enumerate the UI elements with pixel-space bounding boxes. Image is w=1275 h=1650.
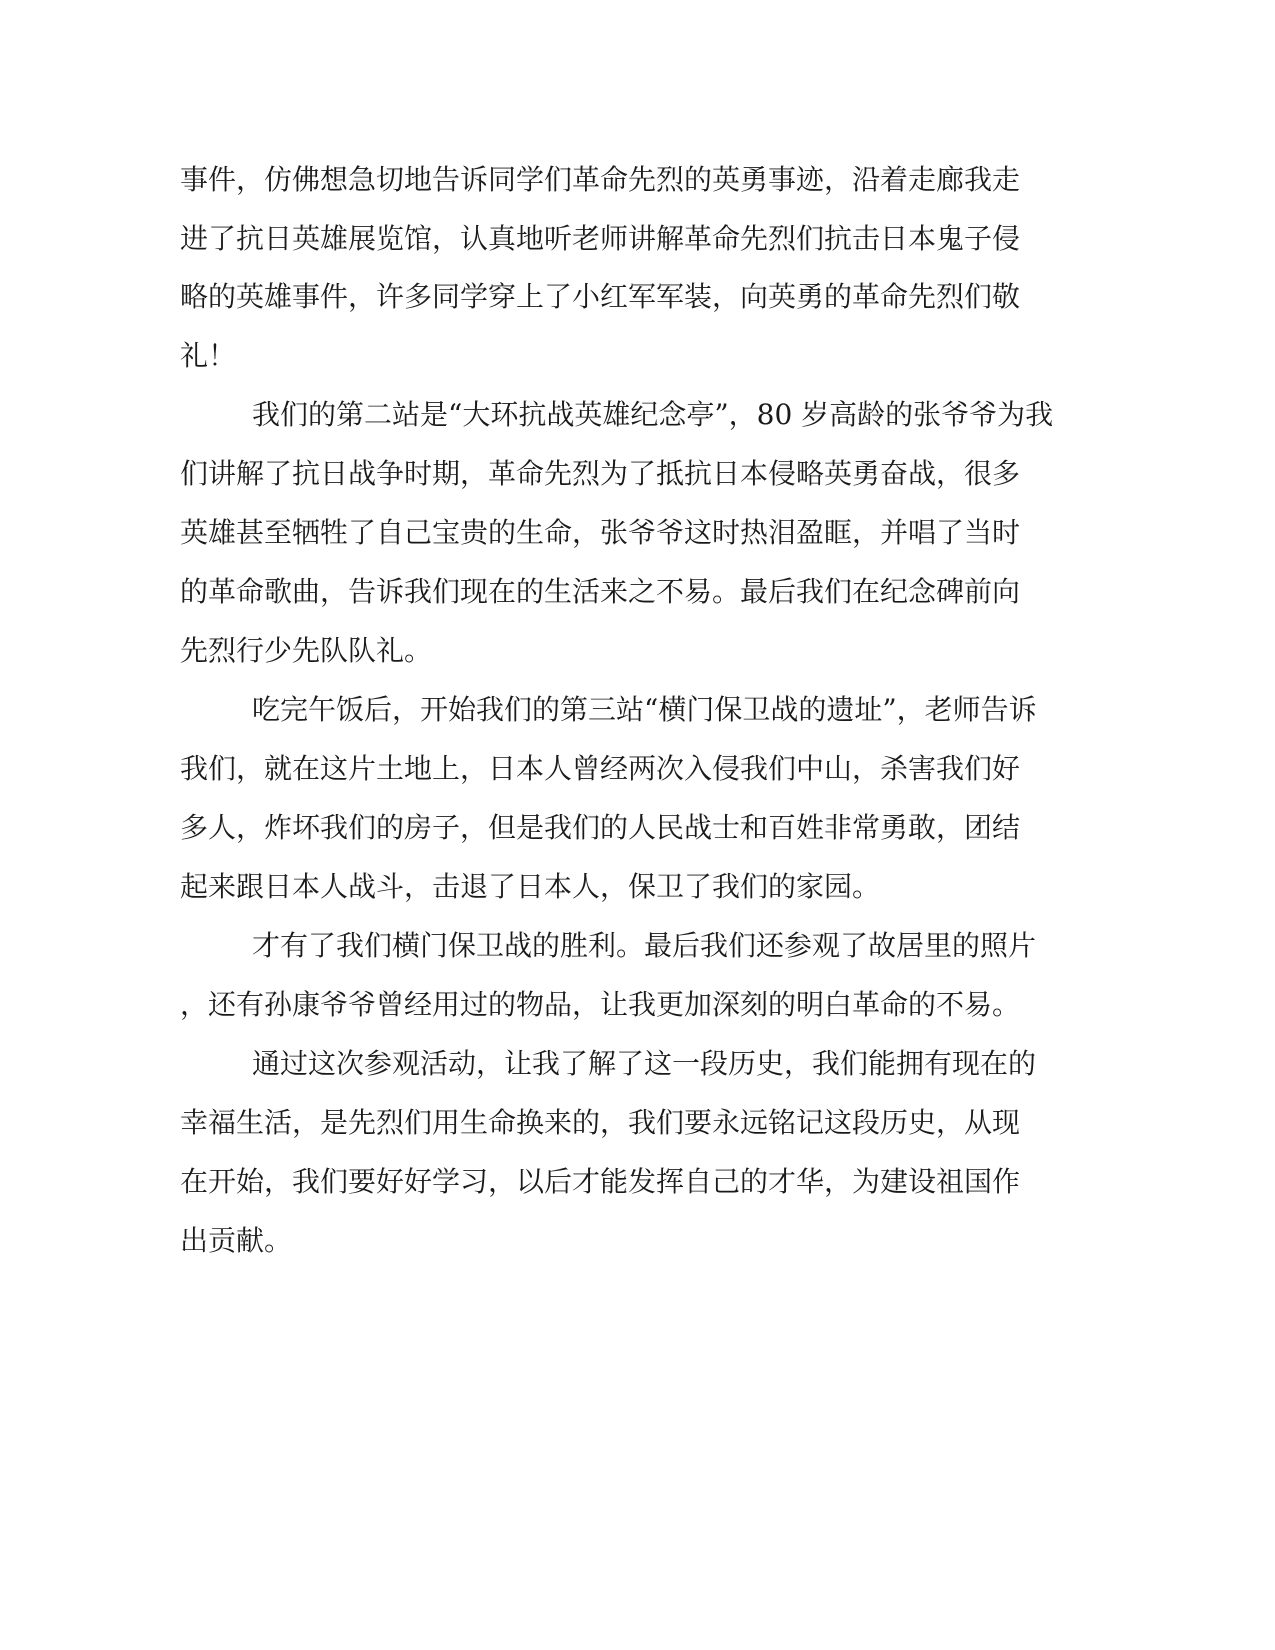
text-line: 多人，炸坏我们的房子，但是我们的人民战士和百姓非常勇敢，团结: [180, 811, 1021, 844]
text-line: 的革命歌曲，告诉我们现在的生活来之不易。最后我们在纪念碑前向: [180, 575, 1021, 608]
text-line: 事件，仿佛想急切地告诉同学们革命先烈的英勇事迹，沿着走廊我走: [180, 163, 1021, 196]
text-line: 礼！: [180, 339, 237, 372]
text-line: 通过这次参观活动，让我了解了这一段历史，我们能拥有现在的: [252, 1047, 1037, 1080]
text-line: 们讲解了抗日战争时期，革命先烈为了抵抗日本侵略英勇奋战，很多: [180, 457, 1021, 490]
text-line: 才有了我们横门保卫战的胜利。最后我们还参观了故居里的照片: [252, 929, 1037, 962]
text-line: 出贡献。: [180, 1224, 293, 1257]
text-line: 进了抗日英雄展览馆，认真地听老师讲解革命先烈们抗击日本鬼子侵: [180, 222, 1021, 255]
text-line: 在开始，我们要好好学习，以后才能发挥自己的才华，为建设祖国作: [180, 1165, 1021, 1198]
text-line: 我们的第二站是“大环抗战英雄纪念亭”，80 岁高龄的张爷爷为我: [252, 398, 1054, 431]
text-line: 英雄甚至牺牲了自己宝贵的生命，张爷爷这时热泪盈眶，并唱了当时: [180, 516, 1021, 549]
text-line: 先烈行少先队队礼。: [180, 634, 433, 667]
text-line: ，还有孙康爷爷曾经用过的物品，让我更加深刻的明白革命的不易。: [180, 988, 1021, 1021]
text-line: 起来跟日本人战斗，击退了日本人，保卫了我们的家园。: [180, 870, 881, 903]
text-line: 幸福生活，是先烈们用生命换来的，我们要永远铭记这段历史，从现: [180, 1106, 1021, 1139]
text-line: 我们，就在这片土地上，日本人曾经两次入侵我们中山，杀害我们好: [180, 752, 1021, 785]
text-line: 略的英雄事件，许多同学穿上了小红军军装，向英勇的革命先烈们敬: [180, 280, 1021, 313]
text-line: 吃完午饭后，开始我们的第三站“横门保卫战的遗址”，老师告诉: [252, 693, 1037, 726]
